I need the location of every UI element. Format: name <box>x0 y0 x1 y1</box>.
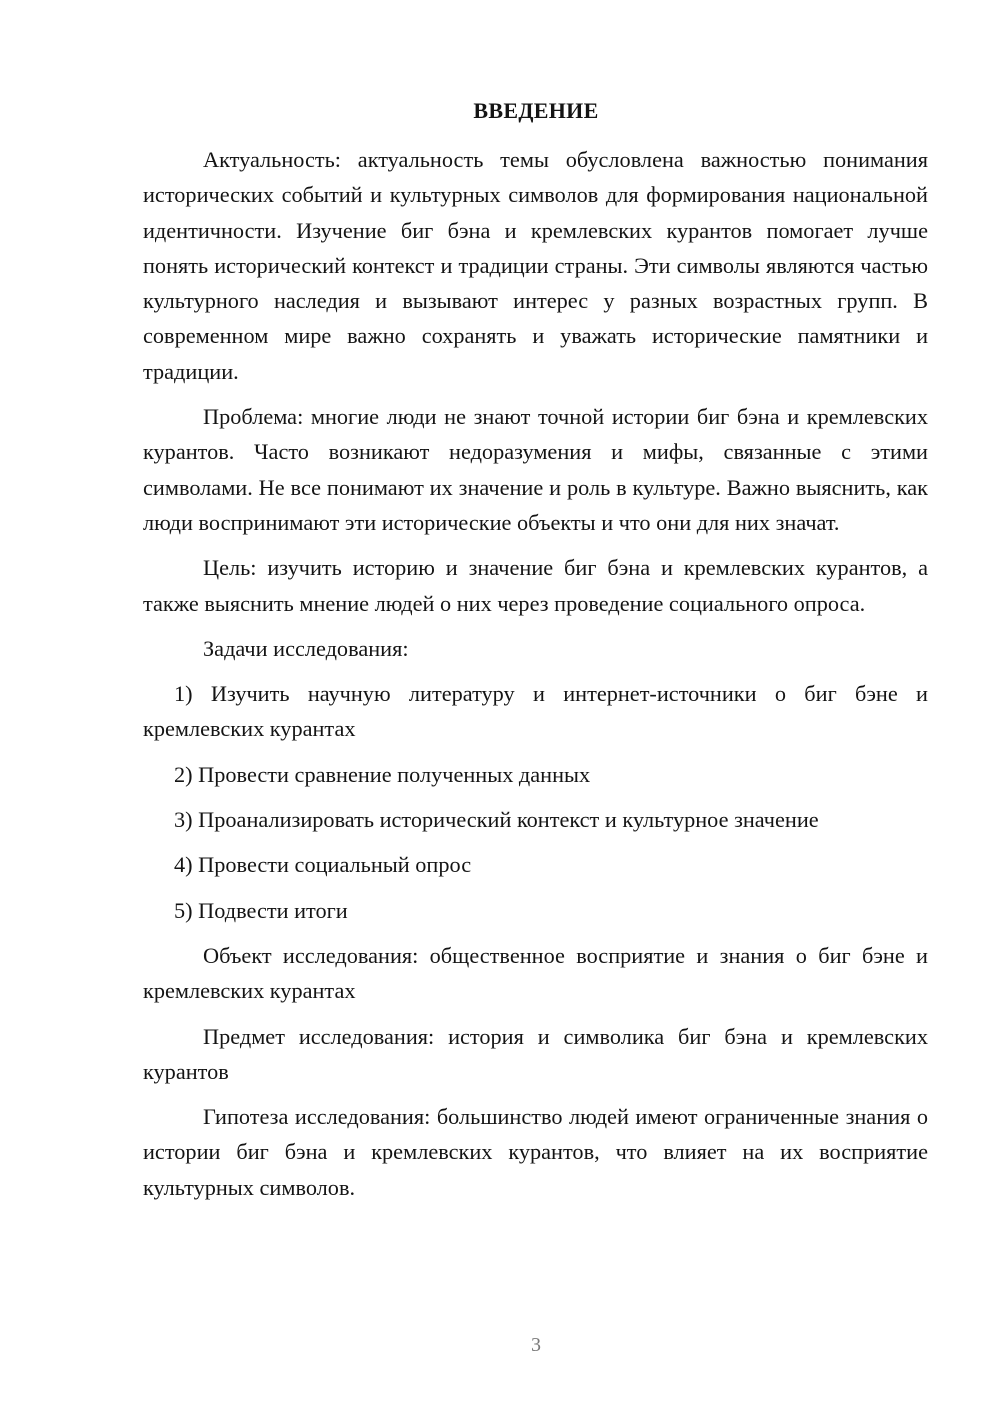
paragraph-hypothesis: Гипотеза исследования: большинство людей имеют ограниченные знания о истории биг бэна и кремлевских курантов, что влияет на их восприятие культурных символов. <box>143 1104 928 1200</box>
paragraph-problem: Проблема: многие люди не знают точной истории биг бэна и кремлевских курантов. Часто возникают недоразумения и мифы, связанные с этими символами. Не все понимают их значение и роль в культуре. Важно выяснить, как люди воспринимают эти исторические объекты и что они для них значат. <box>143 404 928 535</box>
body-text <box>143 142 928 1215</box>
task-item-3: 3) Проанализировать исторический контекст и культурное значение <box>174 807 819 833</box>
page-number: 3 <box>531 1334 541 1356</box>
tasks-heading: Задачи исследования: <box>203 635 409 661</box>
task-item-4: 4) Провести социальный опрос <box>174 852 472 878</box>
paragraph-goal: Цель: изучить историю и значение биг бэна и кремлевских курантов, а также выяснить мнение людей о них через проведение социального опроса. <box>143 555 928 616</box>
task-item-5: 5) Подвести итоги <box>174 897 348 923</box>
paragraph-relevance: Актуальность: актуальность темы обусловлена важностью понимания исторических событий и культурных символов для формирования национальной идентичности. Изучение биг бэна и кремлевских курантов помогает лучше понять исторический контекст и традиции страны. Эти символы являются частью культурного наследия и вызывают интерес у разных возрастных групп. В современном мире важно сохранять и уважать исторические памятники и традиции. <box>143 147 928 384</box>
paragraph-subject: Предмет исследования: история и символика биг бэна и кремлевских курантов <box>143 1023 928 1084</box>
section-title: ВВЕДЕНИЕ <box>473 98 599 123</box>
task-item-1: 1) Изучить научную литературу и интернет-источники о биг бэне и кремлевских курантах <box>143 681 928 742</box>
task-item-2: 2) Провести сравнение полученных данных <box>174 761 591 787</box>
paragraph-object: Объект исследования: общественное восприятие и знания о биг бэне и кремлевских курантах <box>143 942 928 1004</box>
